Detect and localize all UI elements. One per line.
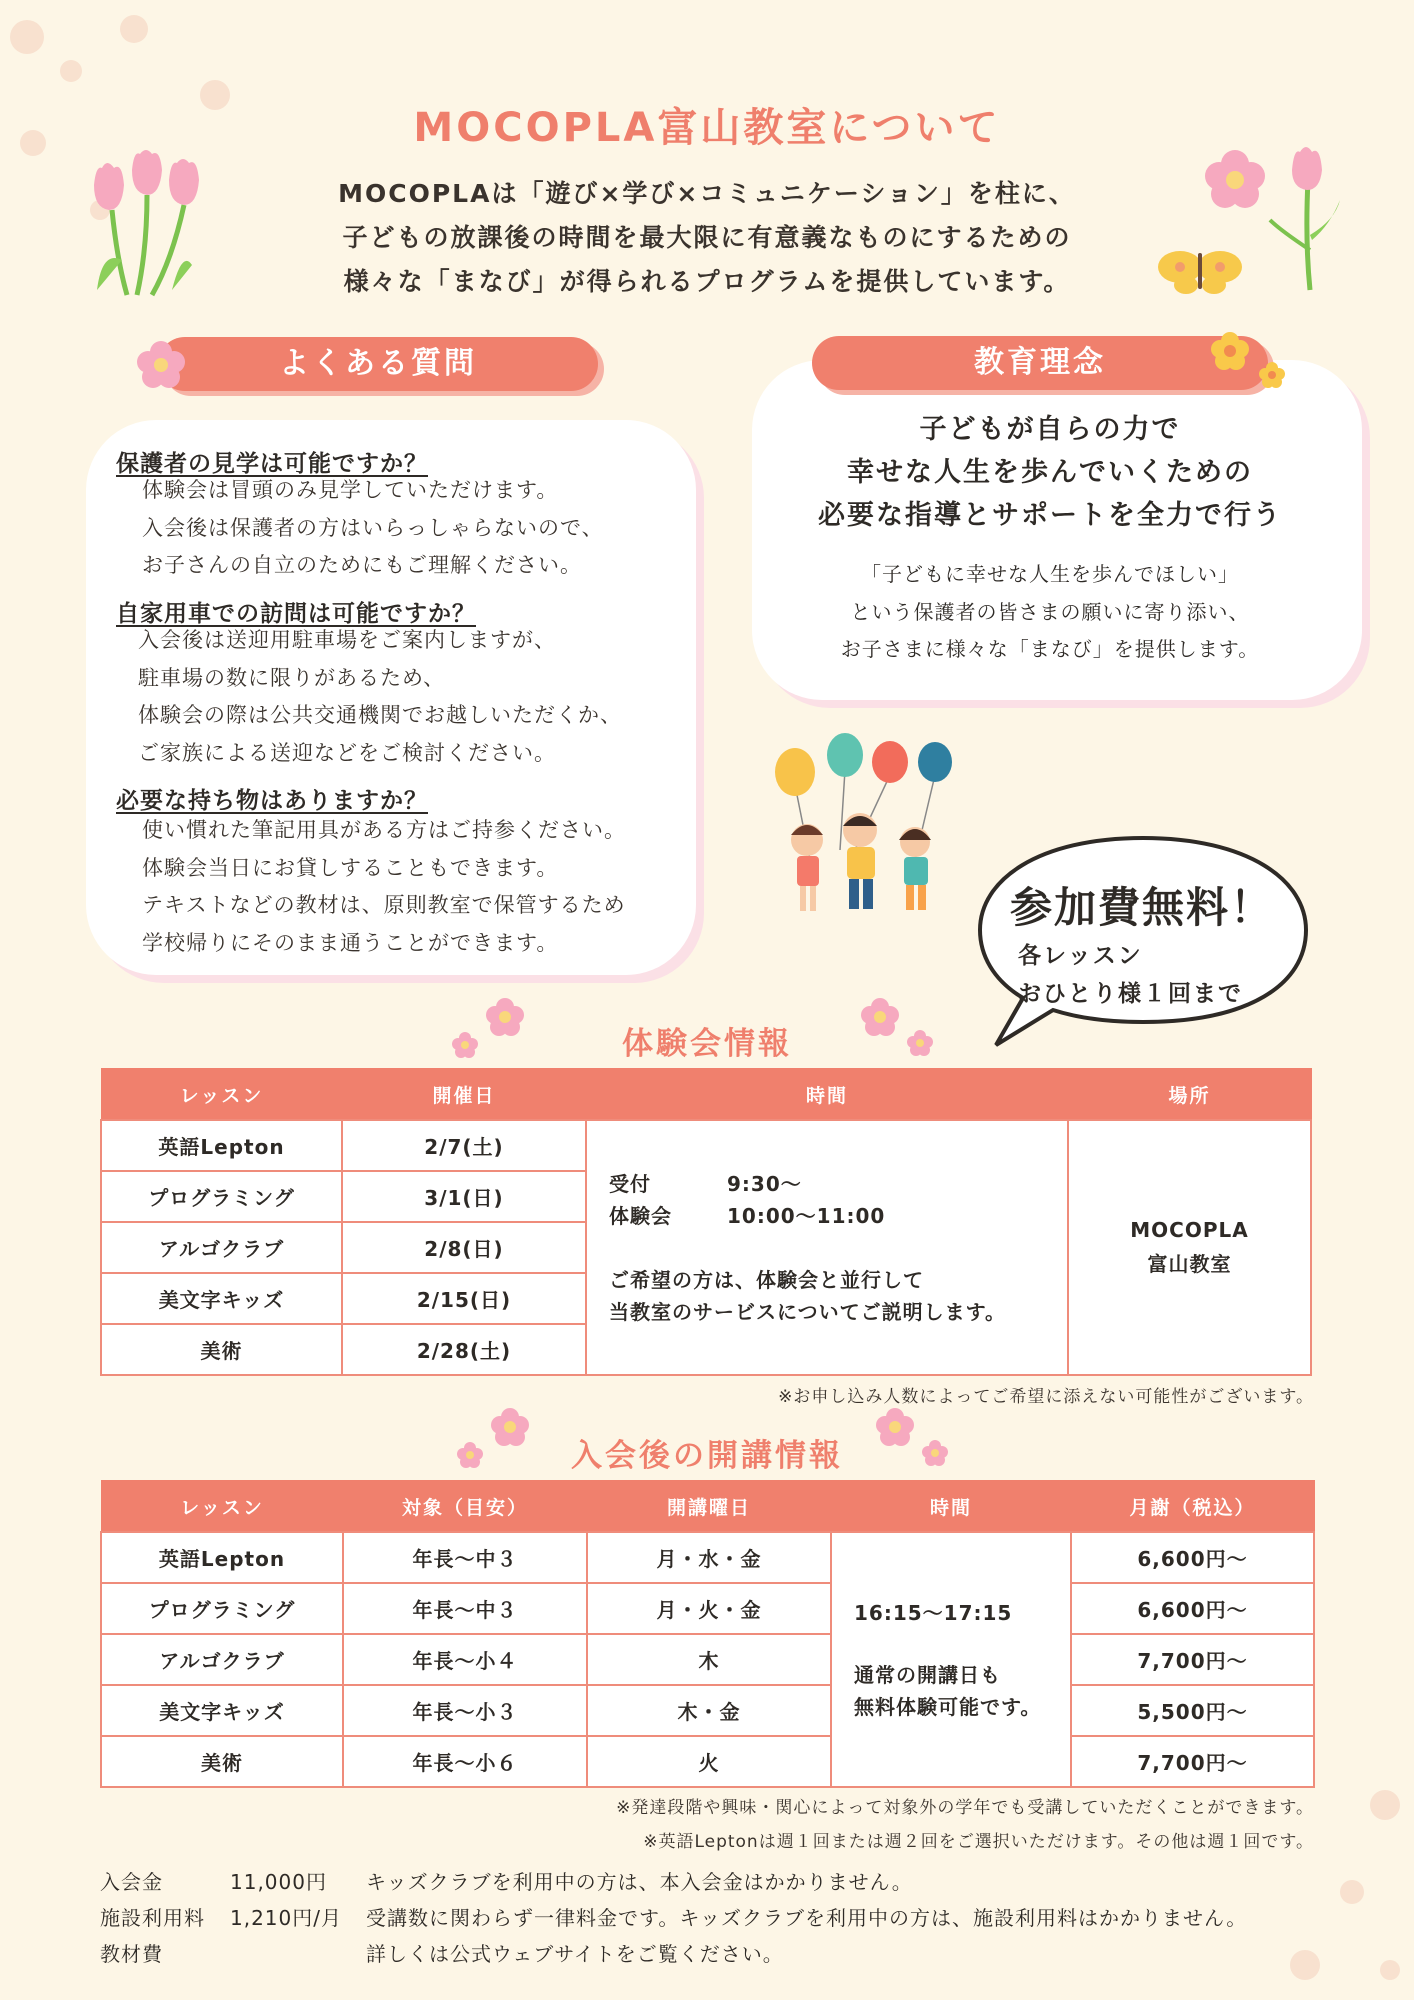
faq-answer-line: 入会後は送迎用駐車場をご案内しますが、 [138, 628, 556, 652]
time-detail [832, 1597, 1070, 1723]
kids-balloons-illustration [765, 730, 965, 920]
faq-answer-line: 入会後は保護者の方はいらっしゃらないので、 [142, 515, 604, 540]
lesson-cell: 美術 [101, 1736, 343, 1787]
philosophy-main-line: 幸せな人生を歩んでいくための [847, 457, 1253, 488]
column-header: 対象（目安） [343, 1481, 587, 1533]
faq-heading: よくある質問 [158, 337, 598, 391]
fee-cell: 5,500円〜 [1071, 1685, 1314, 1736]
faq-answer [138, 622, 622, 772]
reception-time: 9:30〜 [727, 1171, 802, 1196]
faq-answer-line: 体験会当日にお貸しすることもできます。 [142, 855, 559, 880]
fee-cell: 7,700円〜 [1071, 1736, 1314, 1787]
faq-answer-line: ご家族による送迎などをご検討ください。 [138, 740, 556, 765]
regular-note: ※英語Leptonは週１回または週２回をご選択いただけます。その他は週１回です。 [643, 1832, 1314, 1852]
free-detail-line: 各レッスン [1018, 943, 1143, 969]
column-header: 時間 [586, 1069, 1068, 1121]
philosophy-sub-line: お子さまに様々な「まなび」を提供します。 [840, 637, 1260, 661]
column-header: 月謝（税込） [1071, 1481, 1314, 1533]
place-line: MOCOPLA [1130, 1218, 1249, 1242]
time-range: 16:15〜17:15 [854, 1600, 1013, 1625]
session-time: 10:00〜11:00 [727, 1203, 886, 1228]
time-note-line: 当教室のサービスについてご説明します。 [609, 1299, 1006, 1324]
intro-line: 様々な「まなび」が得られるプログラムを提供しています。 [343, 267, 1071, 296]
table-row [101, 1120, 1311, 1171]
table-row [101, 1634, 1314, 1685]
fee-cell: 7,700円〜 [1071, 1634, 1314, 1685]
time-detail [587, 1168, 1067, 1328]
time-note-line: 無料体験可能です。 [854, 1694, 1042, 1719]
trial-heading: 体験会情報 [622, 1026, 792, 1062]
faq-answer-line: テキストなどの教材は、原則教室で保管するため [142, 893, 626, 917]
place-cell [1068, 1120, 1311, 1375]
faq-answer [142, 812, 626, 962]
time-note-line: 通常の開講日も [854, 1662, 1001, 1687]
fee-cell: 6,600円〜 [1071, 1532, 1314, 1583]
lesson-cell: プログラミング [101, 1171, 342, 1222]
reception-line [609, 1168, 1067, 1200]
philosophy-sub-line: 「子どもに幸せな人生を歩んでほしい」 [861, 562, 1239, 586]
intro-text [220, 172, 1194, 304]
column-header: 場所 [1068, 1069, 1311, 1121]
faq-answer [142, 472, 604, 585]
faq-answer-line: 使い慣れた筆記用具がある方はご持参ください。 [142, 818, 626, 842]
page-title: MOCOPLA富山教室について [413, 105, 1001, 151]
decor-dot [10, 20, 44, 54]
lesson-cell: アルゴクラブ [101, 1634, 343, 1685]
lesson-cell: 英語Lepton [101, 1532, 343, 1583]
table-header-row [101, 1481, 1314, 1533]
column-header: レッスン [101, 1069, 342, 1121]
decor-dot [1290, 1950, 1320, 1980]
target-cell: 年長〜小４ [343, 1634, 587, 1685]
trial-note: ※お申し込み人数によってご希望に添えない可能性がございます。 [778, 1387, 1314, 1407]
fee-description: 詳しくは公式ウェブサイトをご覧ください。 [366, 1942, 784, 1966]
days-cell: 月・火・金 [587, 1583, 831, 1634]
time-cell [831, 1532, 1071, 1787]
fee-cell: 6,600円〜 [1071, 1583, 1314, 1634]
intro-line: 子どもの放課後の時間を最大限に有意義なものにするための [342, 223, 1072, 252]
lesson-cell: アルゴクラブ [101, 1222, 342, 1273]
days-cell: 月・水・金 [587, 1532, 831, 1583]
decor-dot [1380, 1960, 1400, 1980]
decor-dot [60, 60, 82, 82]
faq-answer-line: お子さんの自立のためにもご理解ください。 [142, 553, 582, 577]
table-row [101, 1736, 1314, 1787]
free-detail-line: おひとり様１回まで [1018, 981, 1243, 1007]
session-line [609, 1200, 1067, 1232]
table-row [101, 1532, 1314, 1583]
free-heading: 参加費無料！ [1010, 883, 1275, 932]
lesson-cell: 美文字キッズ [101, 1685, 343, 1736]
date-cell: 2/8(日) [342, 1222, 586, 1273]
regular-table [100, 1480, 1315, 1788]
target-cell: 年長〜小３ [343, 1685, 587, 1736]
days-cell: 木 [587, 1634, 831, 1685]
table-header-row [101, 1069, 1311, 1121]
philosophy-main-line: 必要な指導とサポートを全力で行う [818, 500, 1282, 531]
fee-label: 施設利用料 [100, 1906, 205, 1930]
lesson-cell: プログラミング [101, 1583, 343, 1634]
faq-answer-line: 体験会の際は公共交通機関でお越しいただくか、 [138, 703, 622, 727]
tulip-icon [72, 150, 212, 300]
lesson-cell: 英語Lepton [101, 1120, 342, 1171]
faq-question: 自家用車での訪問は可能ですか？ [116, 601, 476, 627]
reception-label: 受付 [609, 1171, 651, 1196]
session-label: 体験会 [609, 1203, 672, 1228]
fee-amount: 11,000円 [230, 1870, 327, 1894]
philosophy-sub [760, 556, 1340, 669]
decor-dot [1340, 1880, 1364, 1904]
column-header: 時間 [831, 1481, 1071, 1533]
fee-amount: 1,210円/月 [230, 1906, 342, 1930]
trial-table [100, 1068, 1312, 1376]
decor-dot [1370, 1790, 1400, 1820]
days-cell: 木・金 [587, 1685, 831, 1736]
regular-note: ※発達段階や興味・関心によって対象外の学年でも受講していただくことができます。 [616, 1798, 1314, 1818]
faq-question: 保護者の見学は可能ですか？ [116, 451, 428, 477]
fee-label: 教材費 [100, 1942, 163, 1966]
lesson-cell: 美術 [101, 1324, 342, 1375]
target-cell: 年長〜中３ [343, 1532, 587, 1583]
fee-description: 受講数に関わらず一律料金です。キッズクラブを利用中の方は、施設利用料はかかりません。 [366, 1906, 1248, 1930]
flower-icon [133, 337, 189, 393]
philosophy-main [760, 408, 1340, 537]
faq-answer-line: 学校帰りにそのまま通うことができます。 [142, 930, 559, 955]
faq-question: 必要な持ち物はありますか？ [116, 788, 428, 814]
target-cell: 年長〜小６ [343, 1736, 587, 1787]
table-row [101, 1685, 1314, 1736]
decor-dot [120, 15, 148, 43]
lesson-cell: 美文字キッズ [101, 1273, 342, 1324]
date-cell: 2/7(土) [342, 1120, 586, 1171]
faq-answer-line: 体験会は冒頭のみ見学していただけます。 [142, 478, 559, 502]
date-cell: 2/15(日) [342, 1273, 586, 1324]
time-cell [586, 1120, 1068, 1375]
faq-answer-line: 駐車場の数に限りがあるため、 [138, 665, 446, 690]
free-detail [1018, 937, 1243, 1013]
fee-description: キッズクラブを利用中の方は、本入会金はかかりません。 [366, 1870, 913, 1894]
flower-icon [1200, 325, 1290, 395]
philosophy-heading: 教育理念 [812, 336, 1268, 390]
column-header: 開催日 [342, 1069, 586, 1121]
philosophy-sub-line: という保護者の皆さまの願いに寄り添い、 [850, 599, 1250, 624]
table-row [101, 1583, 1314, 1634]
column-header: 開講曜日 [587, 1481, 831, 1533]
date-cell: 3/1(日) [342, 1171, 586, 1222]
intro-line: MOCOPLAは「遊び×学び×コミュニケーション」を柱に、 [338, 179, 1076, 208]
date-cell: 2/28(土) [342, 1324, 586, 1375]
days-cell: 火 [587, 1736, 831, 1787]
column-header: レッスン [101, 1481, 343, 1533]
target-cell: 年長〜中３ [343, 1583, 587, 1634]
place-line: 富山教室 [1147, 1252, 1232, 1276]
fee-label: 入会金 [100, 1870, 163, 1894]
time-note-line: ご希望の方は、体験会と並行して [609, 1267, 924, 1292]
regular-heading: 入会後の開講情報 [571, 1438, 843, 1474]
philosophy-main-line: 子どもが自らの力で [919, 414, 1181, 445]
